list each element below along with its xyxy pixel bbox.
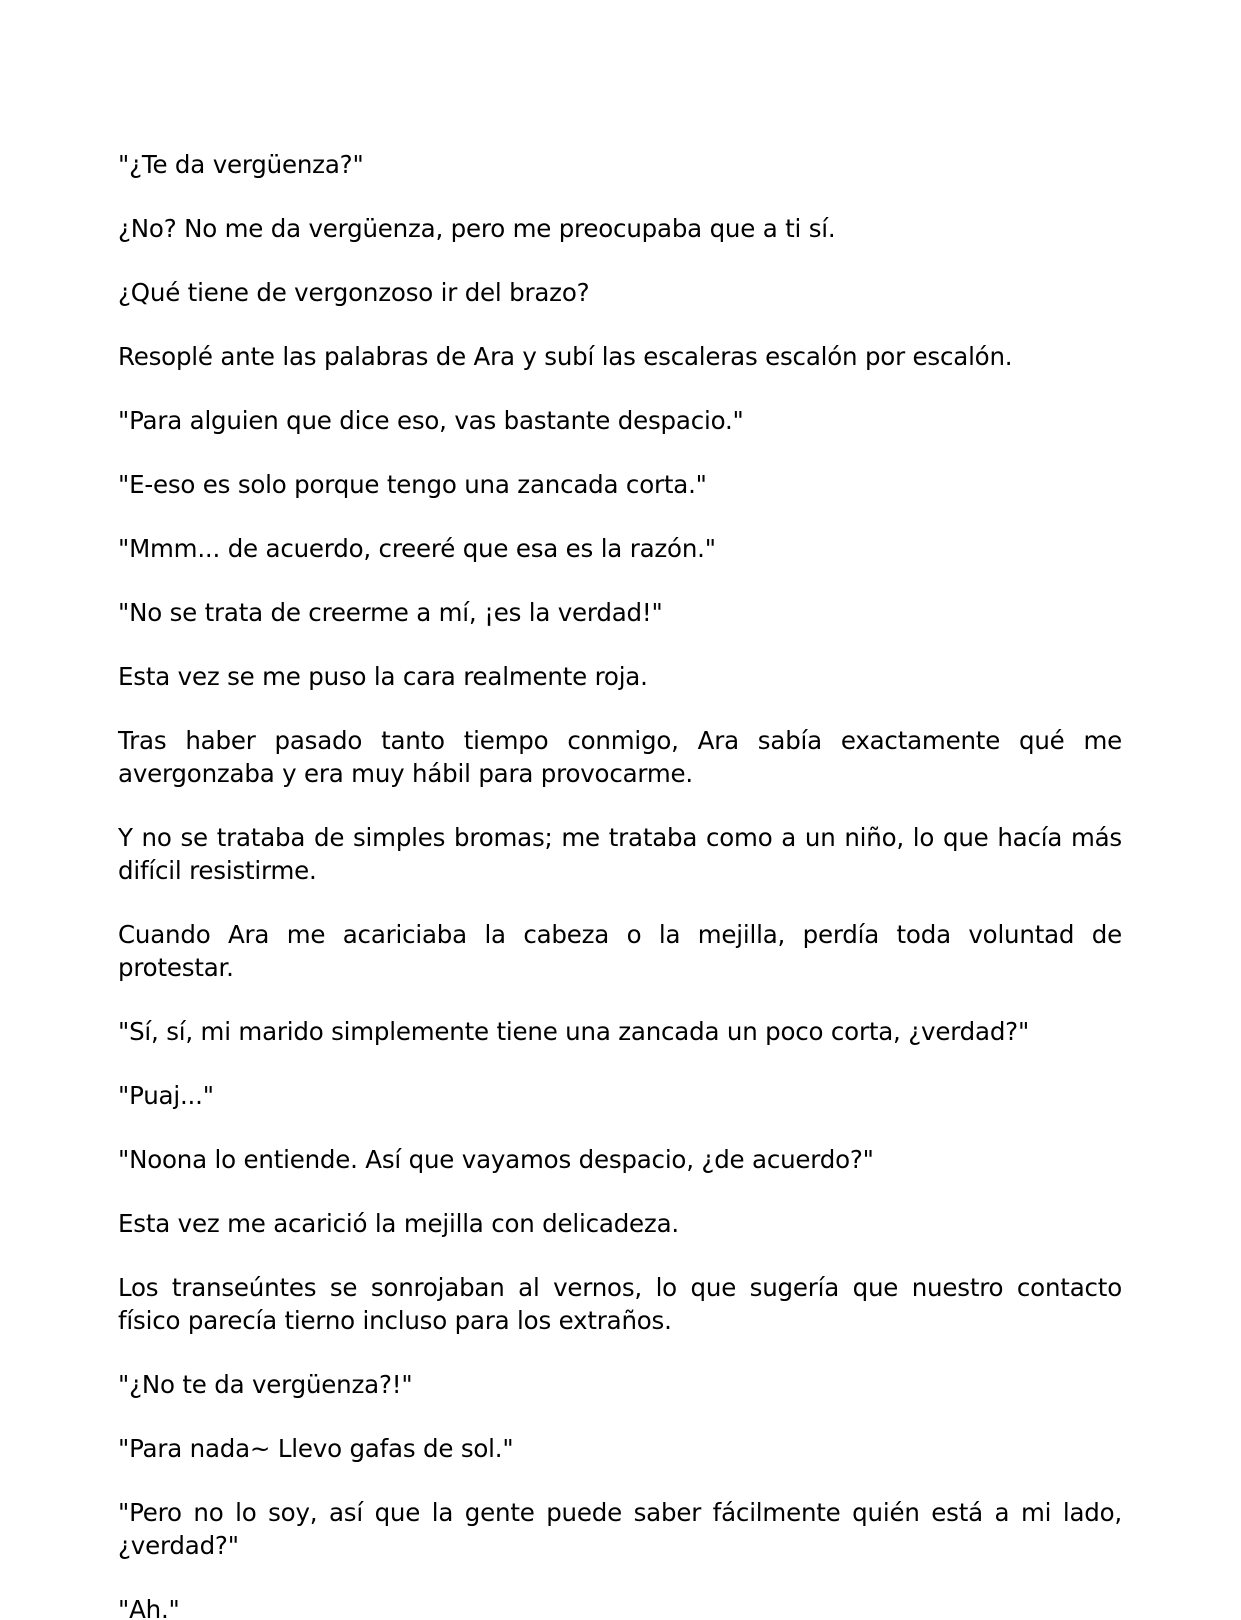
paragraph: Los transeúntes se sonrojaban al vernos, lo que sugería que nuestro contacto físico parecía tierno incluso para los extraños. — [118, 1273, 1122, 1335]
paragraph: ¿Qué tiene de vergonzoso ir del brazo? — [118, 278, 590, 307]
paragraph: Y no se trataba de simples bromas; me trataba como a un niño, lo que hacía más difícil resistirme. — [118, 823, 1122, 885]
paragraph: "Puaj..." — [118, 1081, 214, 1110]
paragraph: "Ah." — [118, 1595, 180, 1620]
paragraph: "Pero no lo soy, así que la gente puede saber fácilmente quién está a mi lado, ¿verdad?" — [118, 1498, 1122, 1560]
paragraph: Tras haber pasado tanto tiempo conmigo, Ara sabía exactamente qué me avergonzaba y era muy hábil para provocarme. — [118, 726, 1122, 788]
paragraph: "No se trata de creerme a mí, ¡es la verdad!" — [118, 598, 663, 627]
paragraph: "Mmm... de acuerdo, creeré que esa es la razón." — [118, 534, 716, 563]
paragraph: "Noona lo entiende. Así que vayamos despacio, ¿de acuerdo?" — [118, 1145, 874, 1174]
paragraph: "¿No te da vergüenza?!" — [118, 1370, 413, 1399]
paragraph: Cuando Ara me acariciaba la cabeza o la mejilla, perdía toda voluntad de protestar. — [118, 920, 1122, 982]
paragraph: Esta vez se me puso la cara realmente roja. — [118, 662, 648, 691]
paragraph: ¿No? No me da vergüenza, pero me preocupaba que a ti sí. — [118, 214, 836, 243]
paragraph: Esta vez me acarició la mejilla con delicadeza. — [118, 1209, 679, 1238]
paragraph: Resoplé ante las palabras de Ara y subí las escaleras escalón por escalón. — [118, 342, 1013, 371]
document-body — [118, 148, 1122, 1620]
paragraph: "¿Te da vergüenza?" — [118, 150, 364, 179]
paragraph: "Sí, sí, mi marido simplemente tiene una zancada un poco corta, ¿verdad?" — [118, 1017, 1030, 1046]
paragraph: "E-eso es solo porque tengo una zancada corta." — [118, 470, 707, 499]
paragraph: "Para nada~ Llevo gafas de sol." — [118, 1434, 514, 1463]
paragraph: "Para alguien que dice eso, vas bastante despacio." — [118, 406, 744, 435]
